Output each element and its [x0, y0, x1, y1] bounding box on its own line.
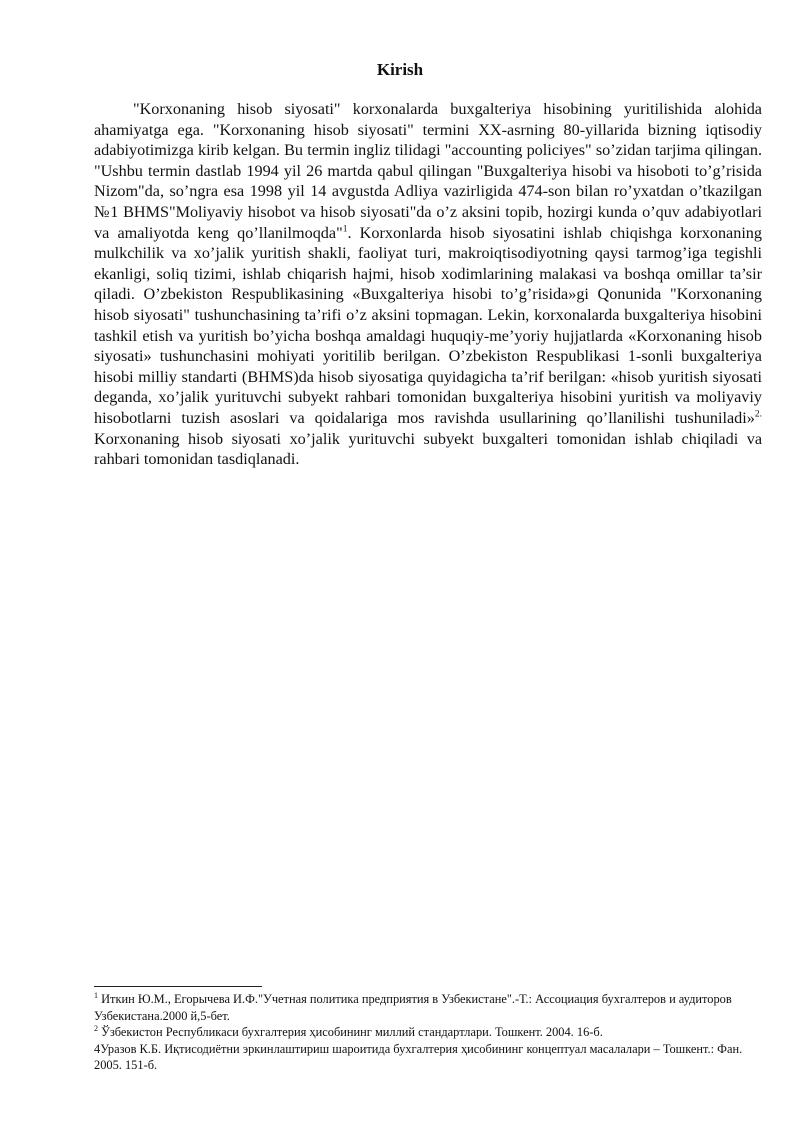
page-title: Kirish [376, 60, 424, 79]
body-paragraph [94, 99, 762, 470]
footnote-text: Ўзбекистон Республикаси бухгалтерия ҳисобининг миллий стандартлари. Тошкент. 2004. 16-б. [98, 1025, 603, 1040]
footnote-2 [94, 1024, 762, 1041]
footnotes-section [94, 991, 762, 1074]
paragraph-text-part-3: Korxonaning hisob siyosati xo’jalik yurituvchi subyekt buxgalteri tomonidan ishlab chiqiladi va rahbari tomonidan tasdiqlanadi. [94, 429, 762, 469]
paragraph-text-part-1: "Korxonaning hisob siyosati" korxonalarda buxgalteriya hisobining yuritilishida alohida ahamiyatga ega. "Korxonaning hisob siyosati" termini XX-asrning 80-yillarida bizning iqtisodiy adabiyotimizga kirib kelgan. Bu termin ingliz tilidagi "accounting policiyes" so’zidan tarjima qilingan. "Ushbu termin dastlab 1994 yil 26 martda qabul qilingan "Buxgalteriya hisobi va hisoboti to’g’risida Nizom"da, so’ngra esa 1998 yil 14 avgustda Adliya vazirligida 474-son bilan ro’yxatdan o’tkazilgan №1 BHMS"Moliyaviy hisobot va hisob siyosati"da o’z aksini topib, hozirgi kunda o’quv adabiyotlari va amaliyotda keng qo’llanilmoqda" [94, 100, 762, 242]
footnote-ref-1: 1 [342, 224, 348, 235]
footnote-marker: 1 [94, 990, 98, 1000]
footnote-text: 4Уразов К.Б. Иқтисодиётни эркинлаштириш шароитида бухгалтерия ҳисобининг концептуал масалалари – Тошкент.: Фан. 2005. 151-б. [94, 1041, 743, 1073]
footnote-marker: 2 [94, 1024, 98, 1034]
paragraph-text-part-2: . Korxonlarda hisob siyosatini ishlab chiqishga korxonaning mulkchilik va xo’jalik yuritish shakli, faoliyat turi, makroiqtisodiyotning qaysi tarmog’iga tegishli ekanligi, soliq tizimi, ishlab chiqarish hajmi, hisob xodimlarining malakasi va boshqa omillar ta’sir qiladi. O’zbekiston Respublikasining «Buxgalteriya hisobi to’g’risida»gi Qonunida "Korxonaning hisob siyosati" tushunchasining ta’rifi o’z aksini topmagan. Lekin, korxonalarda buxgalteriya hisobini tashkil etish va yuritish bo’yicha boshqa amaldagi huquqiy-me’yoriy hujjatlarda «Korxonaning hisob siyosati» tushunchasini mohiyati yoritilib berilgan. O’zbekiston Respublikasi 1-sonli buxgalteriya hisobi milliy standarti (BHMS)da hisob siyosatiga quyidagicha ta’rif berilgan: «hisob yuritish siyosati deganda, xo’jalik yurituvchi subyekt rahbari tomonidan buxgalteriya hisobini yuritish va moliyaviy hisobotlarni tuzish asoslari va qoidalariga mos ravishda usullarining qo’llanilishi tushuniladi» [94, 223, 762, 427]
footnote-3 [94, 1041, 762, 1074]
footnote-separator [94, 986, 262, 987]
footnote-text: Иткин Ю.М., Егорычева И.Ф."Учетная политика предприятия в Узбекистане".-Т.: Ассоциация бухгалтеров и аудиторов Узбекистана.2000 й,5-бет. [94, 992, 732, 1023]
footnote-ref-2: 2. [754, 409, 762, 420]
footnote-1 [94, 991, 762, 1024]
